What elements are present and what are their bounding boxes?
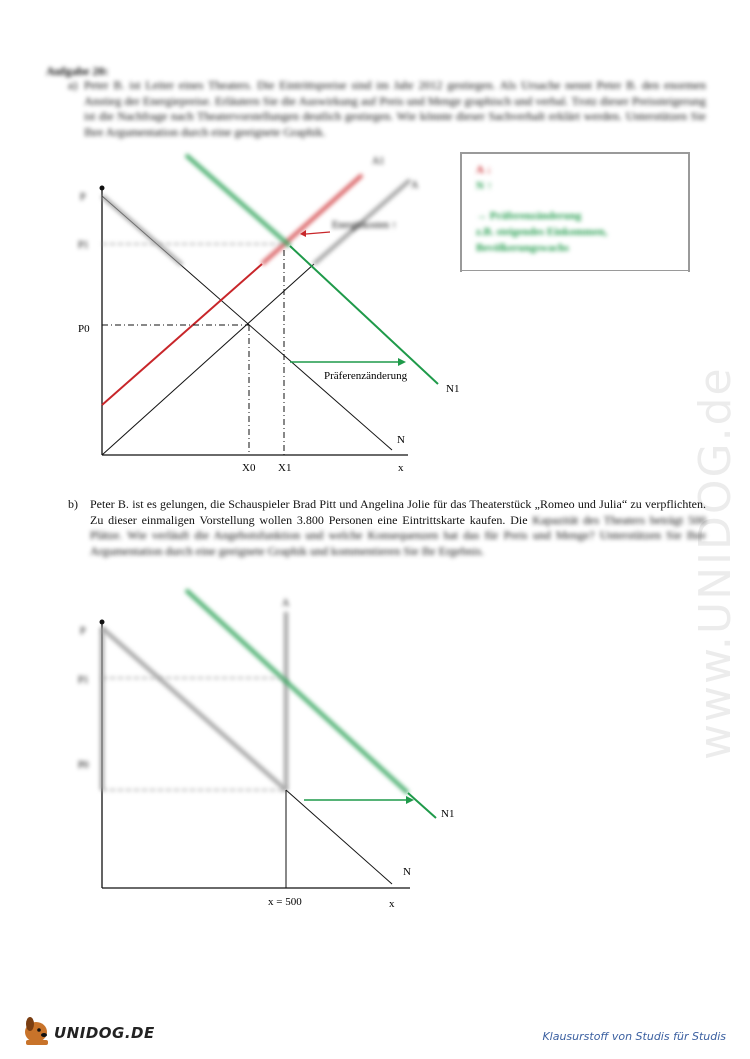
note-box-bottom-border xyxy=(460,270,690,271)
part-b-text-visible: Peter B. ist es gelungen, die Schauspieler Brad Pitt und Angelina Jolie für das Theaterstück „Romeo und Julia“ zu verpflichten. Zu dieser einmaligen Vorstellung wollen 3.800 Personen eine Eintrittskarte kaufen. Die xyxy=(90,497,706,527)
chart2-origin-dot xyxy=(100,620,105,625)
chart1-n-label: N xyxy=(397,434,405,446)
chart1-a1-label: A1 xyxy=(372,156,385,167)
chart1-origin-dot xyxy=(100,186,105,191)
chart1-demand-N1-blurred xyxy=(186,155,290,246)
chart1-p1-label: P1 xyxy=(78,240,89,251)
chart2-demand-N1-blurred xyxy=(186,590,408,793)
watermark: www.UNIDOG.de xyxy=(690,366,741,760)
chart2-p0-label: P0 xyxy=(78,760,89,771)
part-b-marker: b) xyxy=(68,497,78,511)
part-b-text-blurred: Kapazität des Theaters beträgt 500 Plätze. Wie verläuft die Angebotsfunktion und welche Konsequenzen hat das für Preis und Menge? Unterstützen Sie Ihre Argumentation durch eine geeignete Graphik und kommentieren Sie Ihr Ergebnis. xyxy=(90,512,706,558)
part-b-text xyxy=(90,497,706,559)
note-line-pref: → Präferenzänderung xyxy=(476,210,582,222)
chart2-demand-N1 xyxy=(408,793,436,818)
chart1-supply-A1 xyxy=(102,264,262,405)
chart2-n1-label: N1 xyxy=(441,808,455,820)
chart1-energy-arrow xyxy=(306,232,330,234)
chart2-x500-label: x = 500 xyxy=(268,896,302,908)
unidog-logo[interactable] xyxy=(20,1012,160,1048)
chart1-x-label: x xyxy=(398,462,404,474)
note-line-demand: N ↑ xyxy=(476,180,493,192)
note-line-population: Bevölkerungswachs xyxy=(476,242,569,254)
chart1-p-label: P xyxy=(80,192,86,203)
chart1-demand-N1 xyxy=(290,246,438,384)
chart2-a-label: A xyxy=(282,598,290,609)
chart1-pref-arrowhead xyxy=(398,358,406,366)
chart1-x1-label: X1 xyxy=(278,462,292,474)
task-title: Aufgabe 20: xyxy=(46,64,109,78)
chart2-x-label: x xyxy=(389,898,395,910)
chart2-p1-label: P1 xyxy=(78,675,89,686)
chart1-x0-label: X0 xyxy=(242,462,256,474)
chart1-pref-label: Präferenzänderung xyxy=(324,370,408,382)
note-line-income: z.B. steigendes Einkommen, xyxy=(476,226,608,238)
chart1-demand-N-blurred xyxy=(102,196,182,265)
chart2-demand-N-blurred xyxy=(102,628,286,790)
chart2-p-label: P xyxy=(80,626,86,637)
logo-text: UNIDOG.DE xyxy=(54,1024,155,1042)
note-box xyxy=(460,152,690,272)
chart1-energy-label: Energiekosten ↑ xyxy=(332,220,397,231)
chart1-p0-label: P0 xyxy=(78,323,90,335)
part-a-marker: a) xyxy=(68,78,78,92)
part-a-text: Peter B. ist Leiter eines Theaters. Die Eintrittspreise sind im Jahr 2012 gestiegen. Als Ursache nennt Peter B. den enormen Anstieg der Energiepreise. Erläutern Sie die Auswirkung auf Preis und Menge graphisch und verbal. Trotz dieser Preissteigerung ist die Nachfrage nach Theatervorstellungen deutlich gestiegen. Wie könnte dieser Sachverhalt erklärt werden. Unterstützen Sie Ihre Argumentation durch eine geeignete Graphik. xyxy=(84,78,706,139)
chart2-demand-N xyxy=(286,790,392,884)
chart1-a-label: A xyxy=(411,180,419,191)
chart1-n1-label: N1 xyxy=(446,383,460,395)
chart2-n-label: N xyxy=(403,866,411,878)
footer-tagline: Klausurstoff von Studis für Studis xyxy=(542,1030,726,1043)
note-line-supply: A ↓ xyxy=(476,164,492,176)
chart1-supply-A xyxy=(102,264,314,455)
